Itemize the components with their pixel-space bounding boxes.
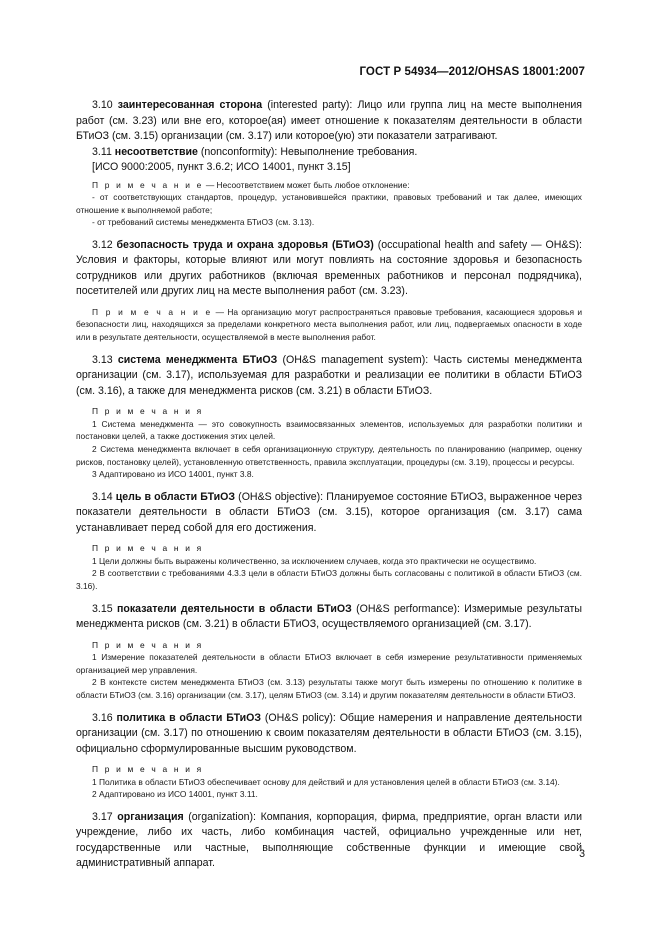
page-number: 3 <box>579 848 585 860</box>
clause-number: 3.14 <box>92 490 113 503</box>
note-line: - от соответствующих стандартов, процедур, установившейся практики, правовых требований и так далее, имеющих отношение к выполняемой работе; <box>76 192 582 215</box>
standard-header: ГОСТ Р 54934—2012/OHSAS 18001:2007 <box>359 66 585 78</box>
note-item: 1 Цели должны быть выражены количественно, за исключением случаев, когда это практически не осуществимо. <box>92 555 537 566</box>
clause-3-14 <box>76 490 582 537</box>
clause-3-16 <box>76 711 582 758</box>
definition: (OH&S performance): Измеримые результаты менеджмента рисков (см. 3.21) в области БТиОЗ, осуществляемого организацией (см. 3.17). <box>76 602 582 631</box>
term: заинтересованная сторона <box>117 99 263 111</box>
clause-number: 3.12 <box>92 238 113 251</box>
note-item: 1 Система менеджмента — это совокупность взаимосвязанных элементов, используемых для разработки политики и постановки целей, а также достижения этих целей. <box>76 418 582 442</box>
definition: (nonconformity): Невыполнение требования. <box>197 145 418 158</box>
note-label: П р и м е ч а н и е <box>92 179 204 190</box>
clause-number: 3.10 <box>92 99 113 111</box>
term: несоответствие <box>114 145 198 158</box>
term: организация <box>117 810 184 823</box>
note-line: - от требований системы менеджмента БТиОЗ (см. 3.13). <box>92 217 315 228</box>
clause-3-15 <box>76 602 582 633</box>
term: безопасность труда и охрана здоровья (БТиОЗ) <box>116 238 374 251</box>
definition: (interested party): Лицо или группа лиц на месте выполнения работ (см. 3.23) или вне его, которое(ая) имеет отношение к показателям деятельности в области БТиОЗ (см. 3.15) организации (см. 3.17) или которое(ую) эти показатели затрагивают. <box>76 99 582 142</box>
note-text: — На организацию могут распространяться правовые требования, касающиеся здоровья и безопасности лиц, находящихся за пределами конкретного места выполнения работ, или лиц, подвергаемых опасности в ходе или в результате деятельности, осуществляемой в месте выполнения работ. <box>76 306 582 343</box>
definition: (OH&S objective): Планируемое состояние БТиОЗ, выраженное через показатели деятельности в области БТиОЗ (см. 3.15), которое организация (см. 3.17) сама устанавливает перед собой для его достижения. <box>76 490 582 534</box>
notes-label: П р и м е ч а н и я <box>92 764 204 775</box>
document-body <box>76 98 582 872</box>
clause-3-17 <box>76 810 582 872</box>
clause-number: 3.16 <box>92 711 113 724</box>
clause-number: 3.13 <box>92 353 113 366</box>
note <box>76 179 582 192</box>
clause-number: 3.15 <box>92 602 113 615</box>
term: цель в области БТиОЗ <box>115 490 236 503</box>
clause-3-12 <box>76 238 582 300</box>
note-item: 1 Измерение показателей деятельности в области БТиОЗ включает в себя измерение результативности применяемых организацией мер управления. <box>76 652 582 675</box>
term: показатели деятельности в области БТиОЗ <box>117 602 352 615</box>
note-item: 1 Политика в области БТиОЗ обеспечивает основу для действий и для установления целей в области БТиОЗ (см. 3.14). <box>92 776 560 787</box>
definition: (OH&S management system): Часть системы менеджмента организации (см. 3.17), используемая для разработки и реализации ее политики в области БТиОЗ (см. 3.16), а также для менеджмента рисков (см. 3.21) в области БТиОЗ. <box>76 353 582 397</box>
note-text: — Несоответствием может быть любое отклонение: <box>203 179 410 190</box>
notes-label: П р и м е ч а н и я <box>92 639 204 650</box>
clause-number: 3.17 <box>92 810 113 823</box>
definition: (organization): Компания, корпорация, фирма, предприятие, орган власти или учреждение, либо их часть, либо комбинация частей, официально учрежденные или нет, государственные или частные, выполняющие собственные функции и имеющие свой административный аппарат. <box>76 810 582 870</box>
note <box>76 306 582 344</box>
clause-3-13 <box>76 353 582 400</box>
clause-number: 3.11 <box>92 145 112 158</box>
note-item: 2 В контексте систем менеджмента БТиОЗ (см. 3.13) результаты также могут быть измерены по отношению к политике в области БТиОЗ (см. 3.16) организации (см. 3.17), целям БТиОЗ (см. 3.14) и другим показателям деятельности в области БТиОЗ. <box>76 677 582 700</box>
term: политика в области БТиОЗ <box>116 711 262 724</box>
notes-label: П р и м е ч а н и я <box>92 406 204 417</box>
note-item: 2 Система менеджмента включает в себя организационную структуру, деятельность по планированию (например, оценку рисков, постановку целей), установленную ответственность, правила эксплуатации, процедуры (см. 3.19), процессы и ресурсы. <box>76 443 582 467</box>
clause-3-11 <box>76 145 582 161</box>
notes-label: П р и м е ч а н и я <box>92 543 204 554</box>
definition: (occupational health and safety — OH&S): Условия и факторы, которые влияют или могут повлиять на состояние здоровья и безопасность сотрудников или других работников (включая временных работников и персонал подрядчика), посетителей или других лиц на месте выполнения работ (см. 3.23). <box>76 238 582 298</box>
note-label: П р и м е ч а н и е <box>92 306 213 317</box>
reference: [ИСО 9000:2005, пункт 3.6.2; ИСО 14001, пункт 3.15] <box>92 161 351 173</box>
term: система менеджмента БТиОЗ <box>117 353 278 366</box>
note-item: 2 Адаптировано из ИСО 14001, пункт 3.11. <box>92 789 258 800</box>
note-item: 2 В соответствии с требованиями 4.3.3 цели в области БТиОЗ должны быть согласованы с политикой в области БТиОЗ (см. 3.16). <box>76 568 582 591</box>
definition: (OH&S policy): Общие намерения и направление деятельности организации (см. 3.17) по отношению к своим показателям деятельности в области БТиОЗ (см. 3.15), официально сформулированные высшим руководством. <box>76 711 582 755</box>
note-item: 3 Адаптировано из ИСО 14001, пункт 3.8. <box>92 469 254 480</box>
clause-3-10 <box>76 98 582 145</box>
